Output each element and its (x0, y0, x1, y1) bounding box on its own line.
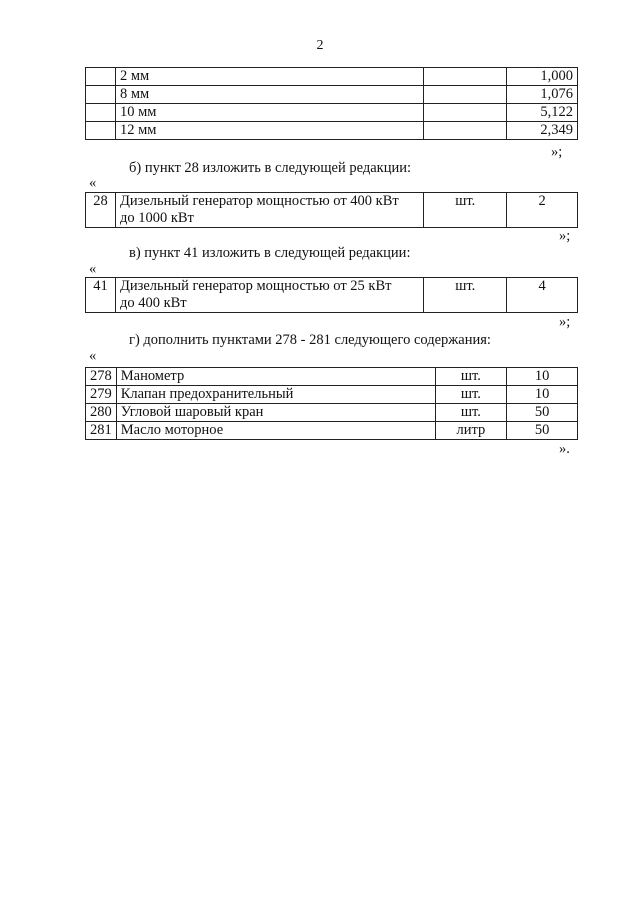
qty-cell: 50 (507, 422, 578, 440)
table-row (86, 386, 578, 404)
unit-cell (424, 122, 507, 140)
unit-cell: шт. (435, 386, 507, 404)
name-cell: Угловой шаровый кран (116, 404, 435, 422)
closing-quote: »; (551, 144, 563, 160)
unit-cell (424, 104, 507, 122)
closing-quote: ». (559, 441, 570, 457)
num-cell (86, 86, 116, 104)
item-41-table (85, 277, 578, 313)
name-line-2: до 400 кВт (119, 295, 187, 311)
item-28-table (85, 192, 578, 228)
name-cell: Масло моторное (116, 422, 435, 440)
unit-cell (424, 86, 507, 104)
name-cell: Манометр (116, 368, 435, 386)
name-line-2: до 1000 кВт (119, 210, 194, 226)
opening-quote: « (89, 175, 97, 191)
page-number: 2 (316, 38, 324, 53)
unit-cell: шт. (424, 278, 507, 313)
num-cell (86, 122, 116, 140)
unit-cell: шт. (435, 404, 507, 422)
closing-quote: »; (559, 314, 571, 330)
value-cell: 5,122 (507, 104, 578, 122)
unit-cell: шт. (424, 193, 507, 228)
size-cell: 8 мм (115, 86, 423, 104)
num-cell: 41 (86, 278, 116, 313)
opening-quote: « (89, 348, 97, 364)
unit-cell: шт. (435, 368, 507, 386)
table-row (86, 404, 578, 422)
opening-quote: « (89, 261, 97, 277)
num-cell: 278 (86, 368, 117, 386)
qty-cell: 10 (507, 368, 578, 386)
closing-quote: »; (559, 228, 571, 244)
name-line-1: Дизельный генератор мощностью от 400 кВт (119, 193, 399, 209)
paragraph-b: б) пункт 28 изложить в следующей редакции: (129, 160, 411, 176)
paragraph-v: в) пункт 41 изложить в следующей редакции: (129, 245, 411, 261)
table-row (86, 278, 578, 313)
table-row (86, 68, 578, 86)
num-cell: 279 (86, 386, 117, 404)
size-cell: 12 мм (115, 122, 423, 140)
name-cell (115, 278, 423, 313)
continuation-table (85, 67, 578, 140)
num-cell (86, 104, 116, 122)
table-row (86, 122, 578, 140)
num-cell: 28 (86, 193, 116, 228)
items-278-281-table (85, 367, 578, 440)
name-line-1: Дизельный генератор мощностью от 25 кВт (119, 278, 392, 294)
qty-cell: 50 (507, 404, 578, 422)
table-row (86, 368, 578, 386)
qty-cell: 2 (507, 193, 578, 228)
unit-cell (424, 68, 507, 86)
size-cell: 10 мм (115, 104, 423, 122)
unit-cell: литр (435, 422, 507, 440)
table-row (86, 422, 578, 440)
num-cell: 280 (86, 404, 117, 422)
name-cell (115, 193, 423, 228)
value-cell: 1,000 (507, 68, 578, 86)
table-row (86, 193, 578, 228)
name-cell: Клапан предохранительный (116, 386, 435, 404)
value-cell: 2,349 (507, 122, 578, 140)
qty-cell: 10 (507, 386, 578, 404)
num-cell (86, 68, 116, 86)
qty-cell: 4 (507, 278, 578, 313)
size-cell: 2 мм (115, 68, 423, 86)
table-row (86, 104, 578, 122)
num-cell: 281 (86, 422, 117, 440)
paragraph-g: г) дополнить пунктами 278 - 281 следующего содержания: (129, 332, 491, 348)
table-row (86, 86, 578, 104)
value-cell: 1,076 (507, 86, 578, 104)
